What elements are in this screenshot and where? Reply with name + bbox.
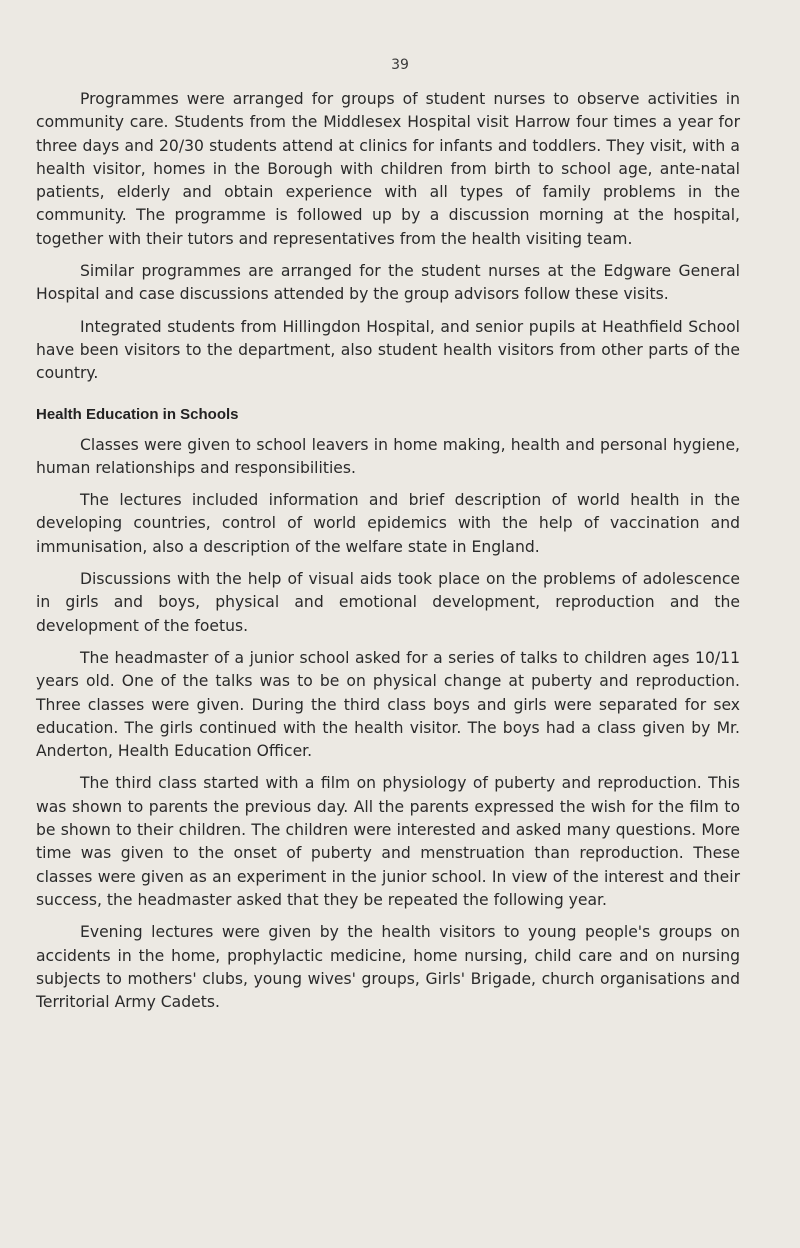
section-heading: Health Education in Schools bbox=[36, 405, 239, 423]
paragraph: Classes were given to school leavers in home making, health and personal hygiene, human relationships and responsibilities. bbox=[36, 435, 740, 477]
paragraph: The third class started with a film on physiology of puberty and reproduction. This was shown to parents the previous day. All the parents expressed the wish for the film to be shown to their children. The children were interested and asked many questions. More time was given to the onset of puberty and menstruation than reproduction. These classes were given as an experiment in the junior school. In view of the interest and their success, the headmaster asked that they be repeated the following year. bbox=[36, 774, 740, 909]
paragraph: The lectures included information and brief description of world health in the developing countries, control of world epidemics with the help of vaccination and immunisation, also a description of the welfare state in England. bbox=[36, 491, 740, 556]
paragraph: Programmes were arranged for groups of student nurses to observe activities in community care. Students from the Middlesex Hospital visit Harrow four times a year for three days and 20/30 students attend at clinics for infants and toddlers. They visit, with a health visitor, homes in the Borough with children from birth to school age, ante-natal patients, elderly and obtain experience with all types of family problems in the community. The programme is followed up by a discussion morning at the hospital, together with their tutors and representatives from the health visiting team. bbox=[36, 90, 740, 248]
paragraph: Similar programmes are arranged for the student nurses at the Edgware General Hospital and case discussions attended by the group advisors follow these visits. bbox=[36, 262, 740, 304]
paragraph: Discussions with the help of visual aids took place on the problems of adolescence in girls and boys, physical and emotional development, reproduction and the development of the foetus. bbox=[36, 570, 740, 635]
page-number: 39 bbox=[391, 57, 409, 73]
paragraph: Evening lectures were given by the health visitors to young people's groups on accidents in the home, prophylactic medicine, home nursing, child care and on nursing subjects to mothers' clubs, young wives' groups, Girls' Brigade, church organisations and Territorial Army Cadets. bbox=[36, 923, 740, 1012]
paragraph: Integrated students from Hillingdon Hospital, and senior pupils at Heathfield School have been visitors to the department, also student health visitors from other parts of the country. bbox=[36, 317, 740, 383]
paragraph: The headmaster of a junior school asked for a series of talks to children ages 10/11 years old. One of the talks was to be on physical change at puberty and reproduction. Three classes were given. During the third class boys and girls were separated for sex education. The girls continued with the health visitor. The boys had a class given by Mr. Anderton, Health Education Officer. bbox=[36, 648, 740, 761]
document-body bbox=[36, 88, 740, 1014]
